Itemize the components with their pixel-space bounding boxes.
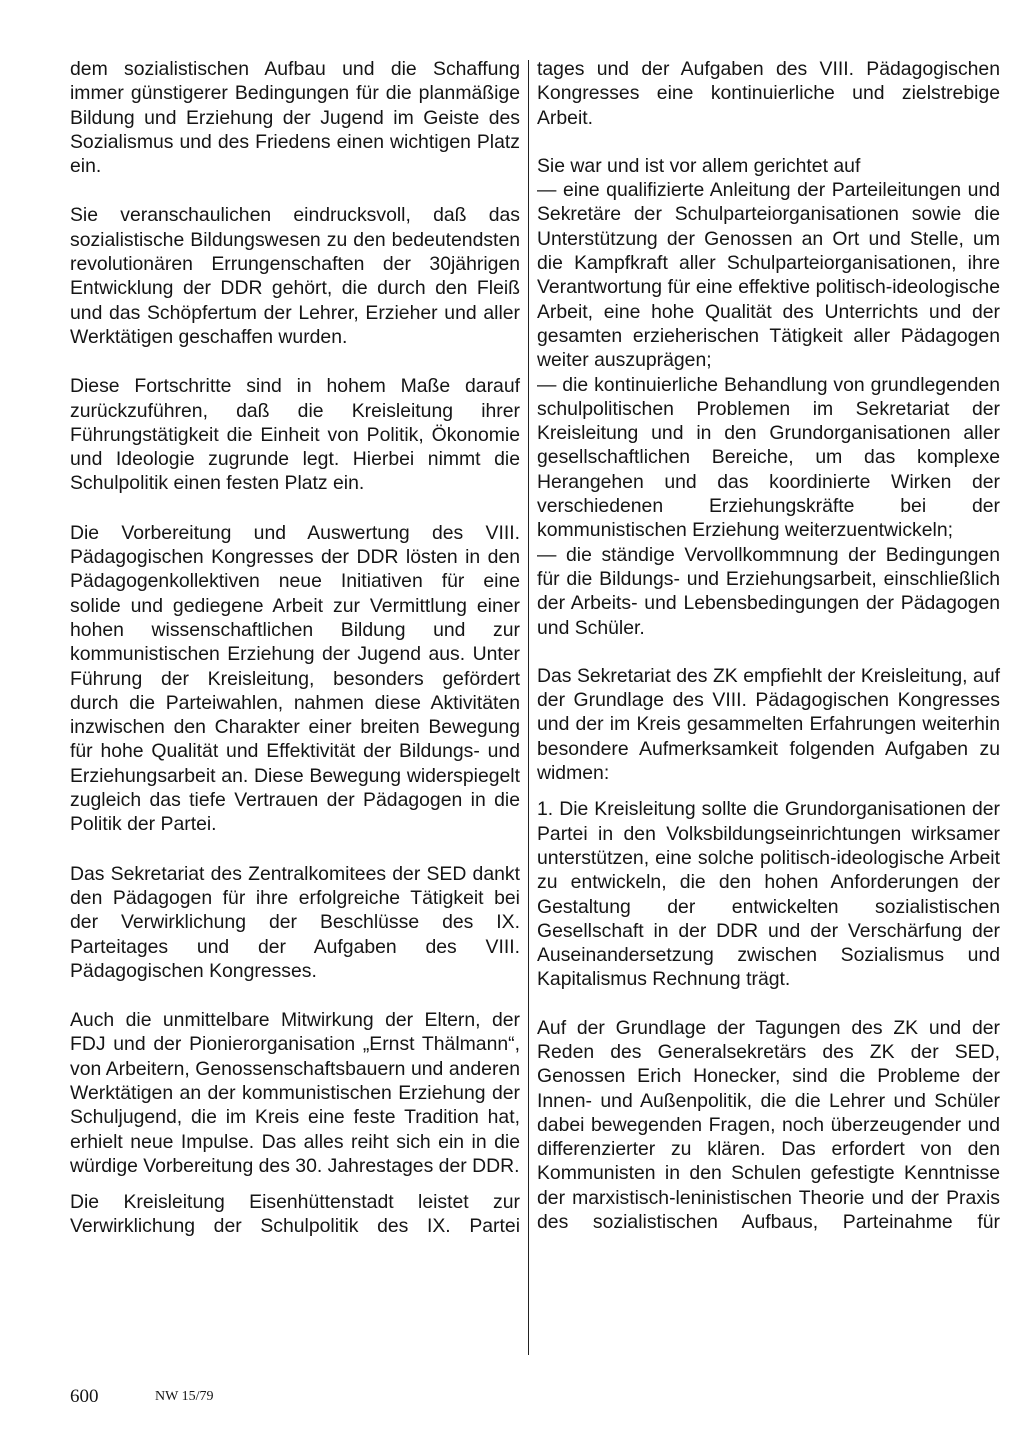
- right-paragraph-1: tages und der Aufgaben des VIII. Pädagogischen Kongresses eine kontinuierliche und zielstrebige Arbeit.: [537, 58, 1000, 129]
- right-paragraph-3: Das Sekretariat des ZK empfiehlt der Kreisleitung, auf der Grundlage des VIII. Pädagogischen Kongresses und der im Kreis gesammelten Erfahrungen weiterhin besondere Aufmerksamkeit folgenden Aufgaben zu widmen:: [537, 664, 1000, 785]
- left-paragraph-4: Die Vorbereitung und Auswertung des VIII. Pädagogischen Kongresses der DDR lösten in den Pädagogenkollektiven neue Initiativen für eine solide und gediegene Arbeit zur Vermittlung einer hohen wissenschaftlichen Bildung und zur kommunistischen Erziehung der Jugend aus. Unter Führung der Kreisleitung, besonders gefördert durch die Parteiwahlen, nahmen diese Aktivitäten inzwischen den Charakter einer breiten Bewegung für hohe Qualität und Effektivität der Bildungs- und Erziehungsarbeit an. Diese Bewegung widerspiegelt zugleich das tiefe Vertrauen der Pädagogen in die Politik der Partei.: [70, 521, 520, 836]
- right-list-item-1: — eine qualifizierte Anleitung der Parteileitungen und Sekretäre der Schulparteiorganisationen sowie die Unterstützung der Genossen an Ort und Stelle, um die Kampfkraft aller Schulparteiorganisationen, ihre Verantwortung für eine effektive politisch-ideologische Arbeit, eine hohe Qualität des Unterrichts und der gesamten erzieherischen Tätigkeit aller Pädagogen weiter auszuprägen;: [537, 179, 1000, 372]
- right-list-item-3: — die ständige Vervollkommnung der Bedingungen für die Bildungs- und Erziehungsarbeit, einschließlich der Arbeits- und Lebensbedingungen der Pädagogen und Schüler.: [537, 543, 1000, 639]
- left-paragraph-1: dem sozialistischen Aufbau und die Schaffung immer günstigerer Bedingungen für die planmäßige Bildung und Erziehung der Jugend im Geiste des Sozialismus und des Friedens einen wichtigen Platz ein.: [70, 58, 520, 178]
- right-paragraph-4: 1. Die Kreisleitung sollte die Grundorganisationen der Partei in den Volksbildungseinrichtungen wirksamer unterstützen, eine solche politisch-ideologische Arbeit zu entwickeln, die den hohen Anforderungen der Gestaltung der entwickelten sozialistischen Gesellschaft in der DDR und der Verschärfung der Auseinandersetzung zwischen Sozialismus und Kapitalismus Rechnung trägt.: [537, 798, 1000, 991]
- issue-label: NW 15/79: [155, 1389, 214, 1404]
- right-paragraph-5: Auf der Grundlage der Tagungen des ZK und der Reden des Generalsekretärs des ZK der SED, Genossen Erich Honecker, sind die Probleme der Innen- und Außenpolitik, die die Lehrer und Schüler dabei bewegenden Fragen, noch überzeugender und differenzierter zu klären. Das erfordert von den Kommunisten in den Schulen gefestigte Kenntnisse der marxistisch-leninistischen Theorie und der Praxis des sozialistischen Aufbaus, Parteinahme für: [537, 1016, 1000, 1234]
- left-paragraph-5: Das Sekretariat des Zentralkomitees der SED dankt den Pädagogen für ihre erfolgreiche Tätigkeit bei der Verwirklichung der Beschlüsse des IX. Parteitages und der Aufgaben des VIII. Pädagogischen Kongresses.: [70, 862, 520, 982]
- left-paragraph-3: Diese Fortschritte sind in hohem Maße darauf zurückzuführen, daß die Kreisleitung ihrer Führungstätigkeit die Einheit von Politik, Ökonomie und Ideologie zugrunde legt. Hierbei nimmt die Schulpolitik einen festen Platz ein.: [70, 375, 520, 495]
- right-list-item-2: — die kontinuierliche Behandlung von grundlegenden schulpolitischen Problemen im Sekretariat der Kreisleitung und in den Grundorganisationen aller gesellschaftlichen Bereiche, um das komplexe Herangehen und das koordinierte Wirken der verschiedenen Erziehungskräfte bei der kommunistischen Erziehung weiterzuentwickeln;: [537, 373, 1000, 542]
- left-paragraph-2: Sie veranschaulichen eindrucksvoll, daß das sozialistische Bildungswesen zu den bedeutendsten revolutionären Errungenschaften der 30jährigen Entwicklung der DDR gehört, die durch den Fleiß und das Schöpfertum der Lehrer, Erzieher und aller Werktätigen geschaffen wurden.: [70, 204, 520, 348]
- right-paragraph-2: Sie war und ist vor allem gerichtet auf: [537, 154, 861, 177]
- column-divider: [528, 60, 529, 1355]
- page-number: 600: [70, 1386, 99, 1407]
- left-paragraph-6: Auch die unmittelbare Mitwirkung der Eltern, der FDJ und der Pionierorganisation „Ernst Thälmann“, von Arbeitern, Genossenschaftsbauern und anderen Werktätigen an der kommunistischen Erziehung der Schuljugend, die im Kreis eine feste Tradition hat, erhielt neue Impulse. Das alles reiht sich ein in die würdige Vorbereitung des 30. Jahrestages der DDR.: [70, 1009, 520, 1177]
- right-column: [537, 57, 1000, 1234]
- left-paragraph-7: Die Kreisleitung Eisenhüttenstadt leistet zur Verwirklichung der Schulpolitik des IX. Partei: [70, 1191, 520, 1238]
- left-column: [70, 57, 520, 1239]
